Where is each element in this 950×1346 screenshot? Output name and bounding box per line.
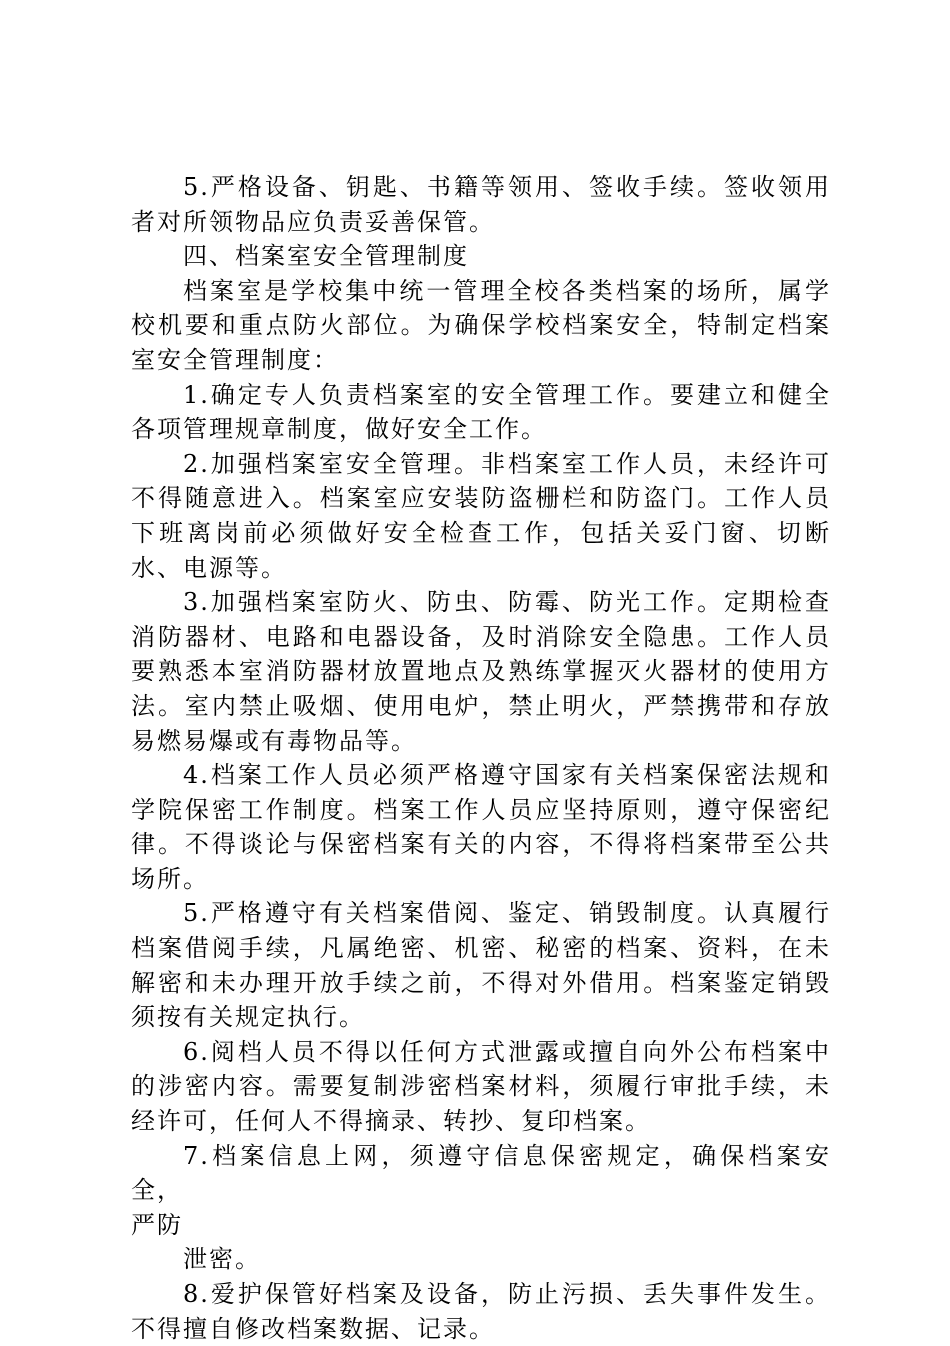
paragraph-rule-5: 5.严格遵守有关档案借阅、鉴定、销毁制度。认真履行档案借阅手续，凡属绝密、机密、秘密的档案、资料，在未解密和未办理开放手续之前，不得对外借用。档案鉴定销毁须按有关规定执行。 [131,899,831,1032]
paragraph-rule-2: 2.加强档案室安全管理。非档案室工作人员，未经许可不得随意进入。档案室应安装防盗栅栏和防盗门。工作人员下班离岗前必须做好安全检查工作，包括关妥门窗、切断水、电源等。 [131,449,831,582]
paragraph-item-5-signing: 5.严格设备、钥匙、书籍等领用、签收手续。签收领用者对所领物品应负责妥善保管。 [131,173,831,236]
paragraph-rule-6: 6.阅档人员不得以任何方式泄露或擅自向外公布档案中的涉密内容。需要复制涉密档案材料，须履行审批手续，未经许可，任何人不得摘录、转抄、复印档案。 [131,1037,831,1136]
paragraph-rule-7: 7.档案信息上网，须遵守信息保密规定，确保档案安全， [131,1141,831,1205]
paragraph-intro: 档案室是学校集中统一管理全校各类档案的场所，属学校机要和重点防火部位。为确保学校档案安全，特制定档案室安全管理制度： [131,276,831,374]
paragraph-rule-7-continuation: 严防 [131,1210,183,1239]
paragraph-rule-4: 4.档案工作人员必须严格遵守国家有关档案保密法规和学院保密工作制度。档案工作人员应坚持原则，遵守保密纪律。不得谈论与保密档案有关的内容，不得将档案带至公共场所。 [131,761,831,893]
document-body [131,170,831,1346]
section-heading-archive-safety: 四、档案室安全管理制度 [183,242,469,271]
paragraph-rule-1: 1.确定专人负责档案室的安全管理工作。要建立和健全各项管理规章制度，做好安全工作。 [131,380,831,444]
paragraph-rule-8: 8.爱护保管好档案及设备，防止污损、丢失事件发生。不得擅自修改档案数据、记录。 [131,1280,831,1343]
paragraph-rule-3: 3.加强档案室防火、防虫、防霉、防光工作。定期检查消防器材、电路和电器设备，及时消除安全隐患。工作人员要熟悉本室消防器材放置地点及熟练掌握灭火器材的使用方法。室内禁止吸烟、使用电炉，禁止明火，严禁携带和存放易燃易爆或有毒物品等。 [131,588,831,755]
paragraph-rule-7-tail: 泄密。 [183,1245,261,1274]
